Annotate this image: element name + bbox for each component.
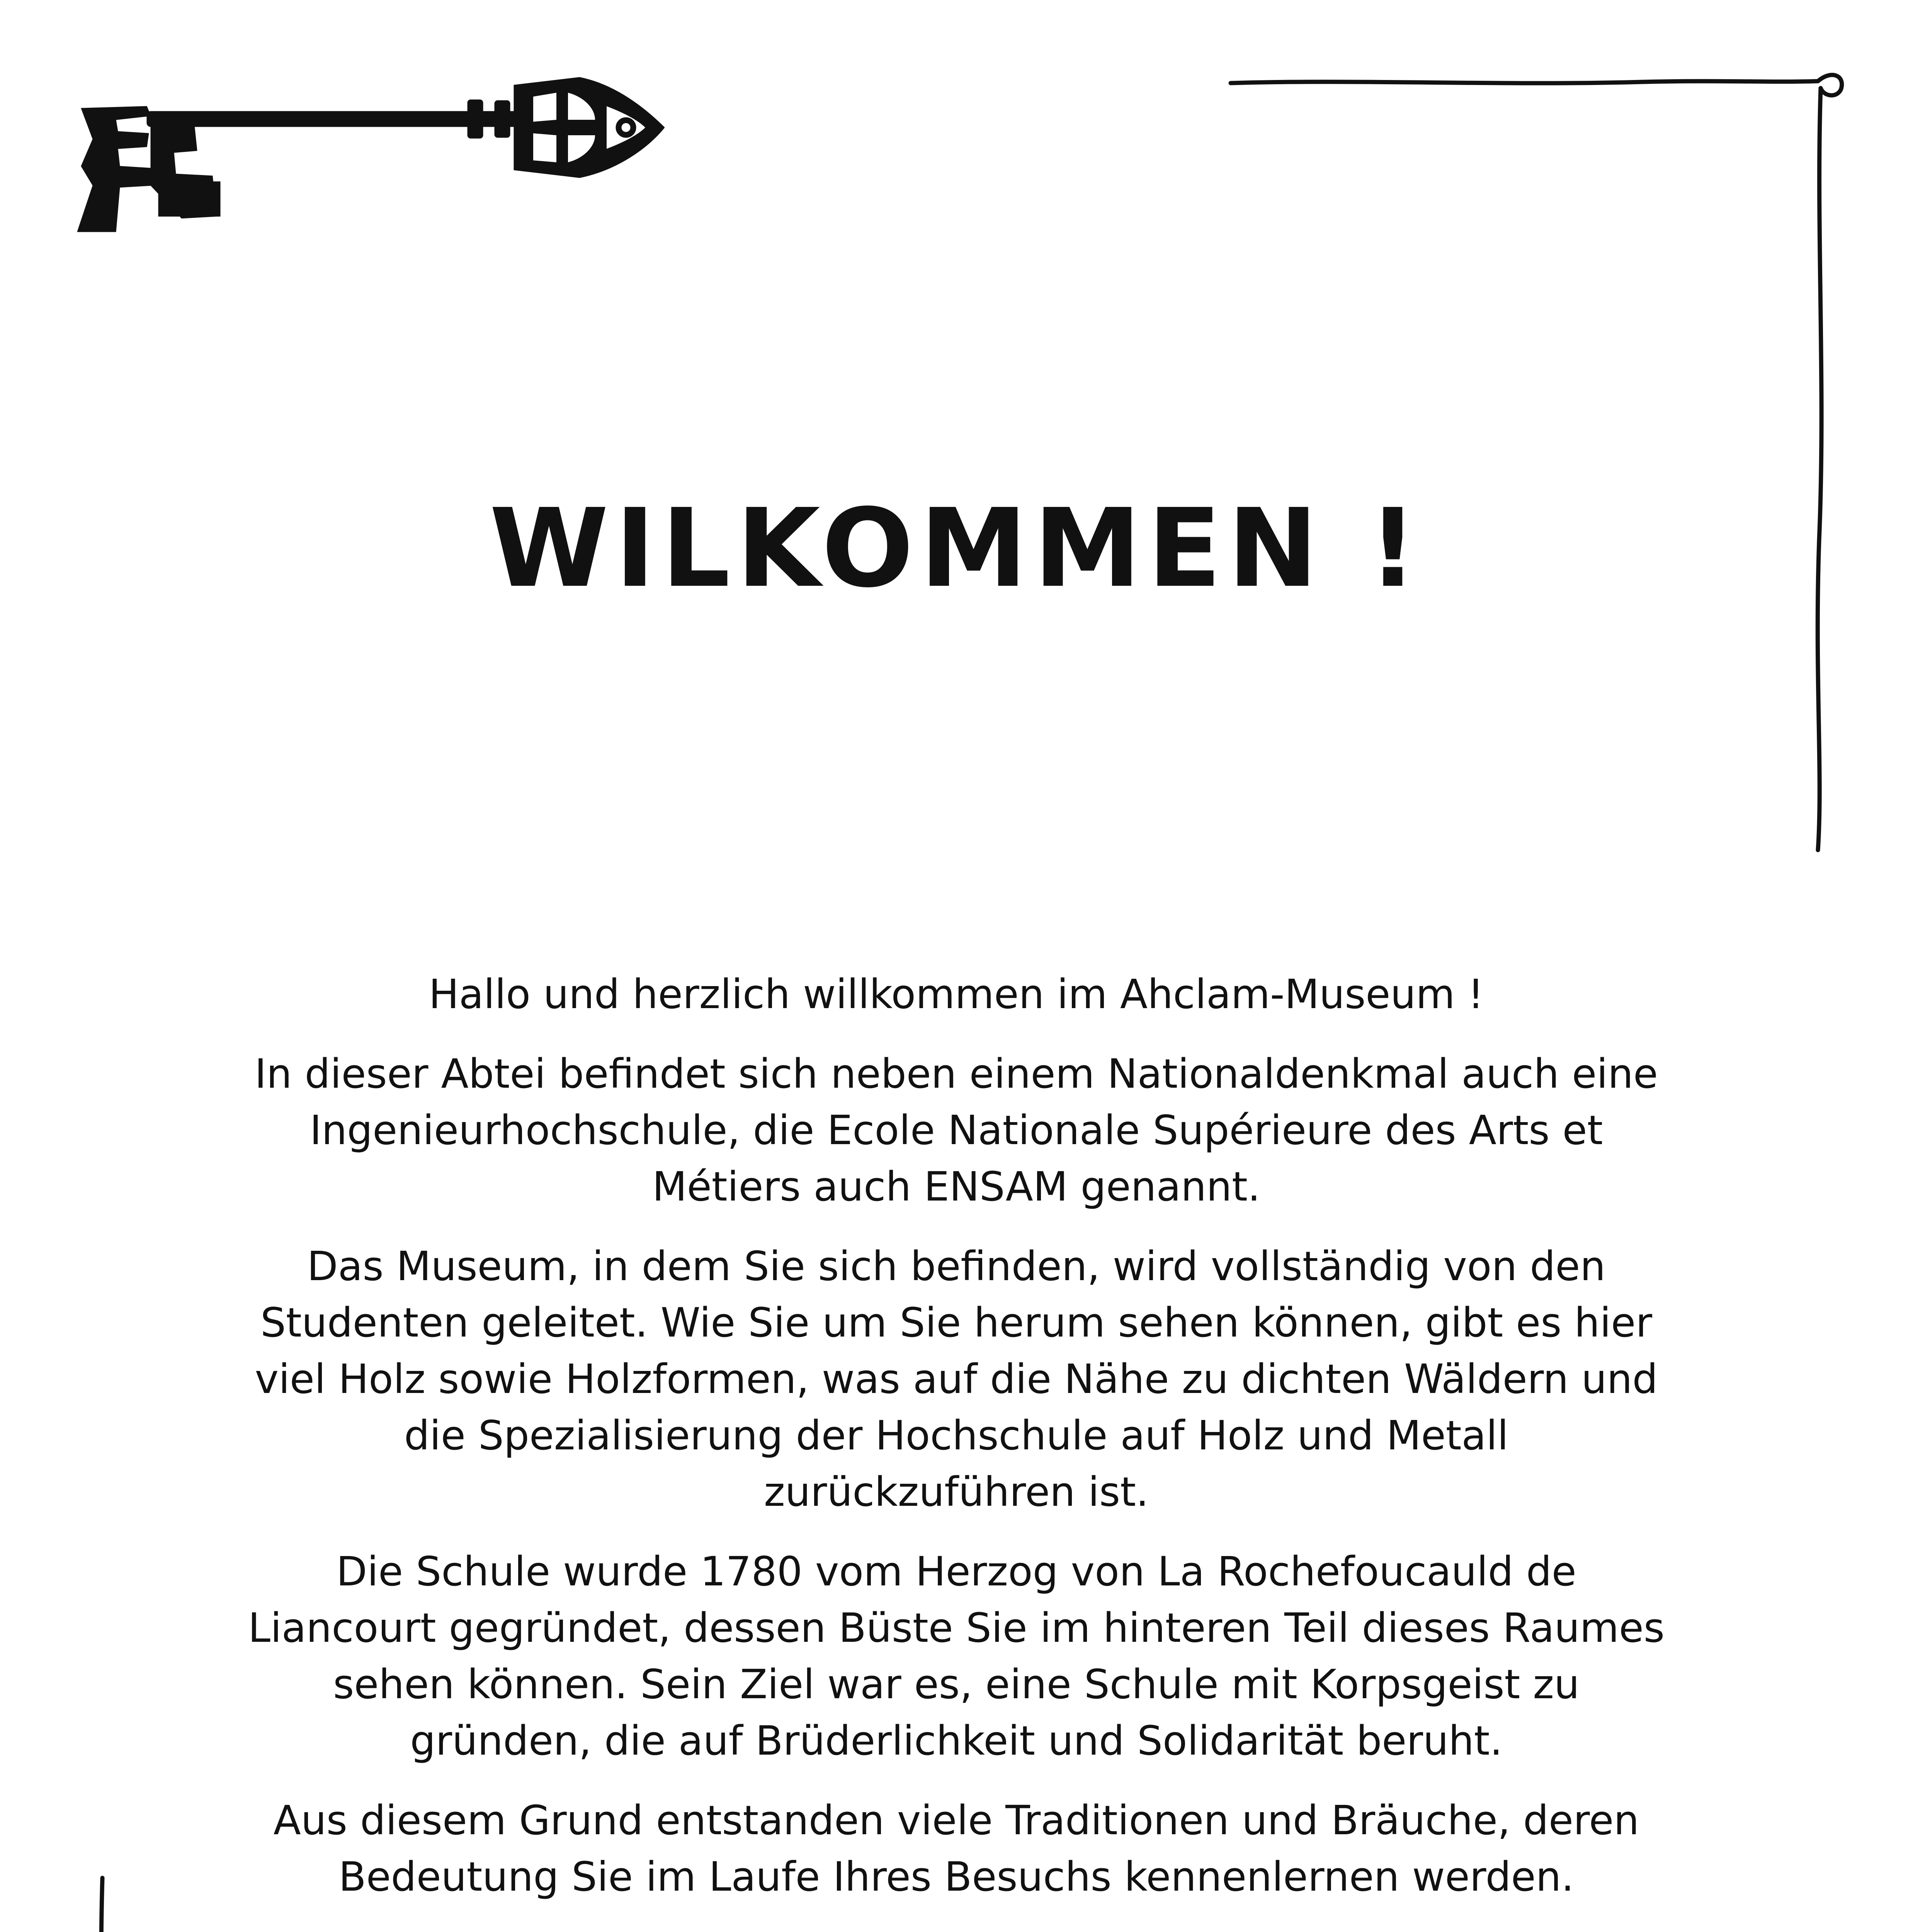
frame-line-left bbox=[99, 1878, 102, 1932]
key-icon bbox=[70, 70, 665, 247]
paragraph-greeting: Hallo und herzlich willkommen im Ahclam-Museum ! bbox=[429, 971, 1484, 1018]
paragraph-abbey: In dieser Abtei befindet sich neben einem Nationaldenkmal auch eine Ingenieurhochschule, die Ecole Nationale Supérieure des Arts et Métiers auch ENSAM genannt. bbox=[255, 1050, 1658, 1210]
body-text bbox=[247, 966, 1665, 1928]
paragraph-museum: Das Museum, in dem Sie sich befinden, wird vollständig von den Studenten geleitet. Wie Sie um Sie herum sehen können, gibt es hier viel Holz sowie Holzformen, was auf die Nähe zu dichten Wäldern und die Spezialisierung der Hochschule auf Holz und Metall zurückzuführen ist. bbox=[255, 1243, 1658, 1515]
paragraph-history: Die Schule wurde 1780 vom Herzog von La Rochefoucauld de Liancourt gegründet, dessen Büste Sie im hinteren Teil dieses Raumes sehen können. Sein Ziel war es, eine Schule mit Korpsgeist zu gründen, die auf Brüderlichkeit und Solidarität beruht. bbox=[248, 1548, 1665, 1764]
frame-line-top bbox=[1231, 81, 1818, 83]
frame-line-right bbox=[1818, 88, 1821, 850]
page-title: WILKOMMEN ! bbox=[489, 486, 1424, 612]
paragraph-traditions: Aus diesem Grund entstanden viele Traditionen und Bräuche, deren Bedeutung Sie im Laufe Ihres Besuchs kennenlernen werden. bbox=[273, 1797, 1639, 1900]
